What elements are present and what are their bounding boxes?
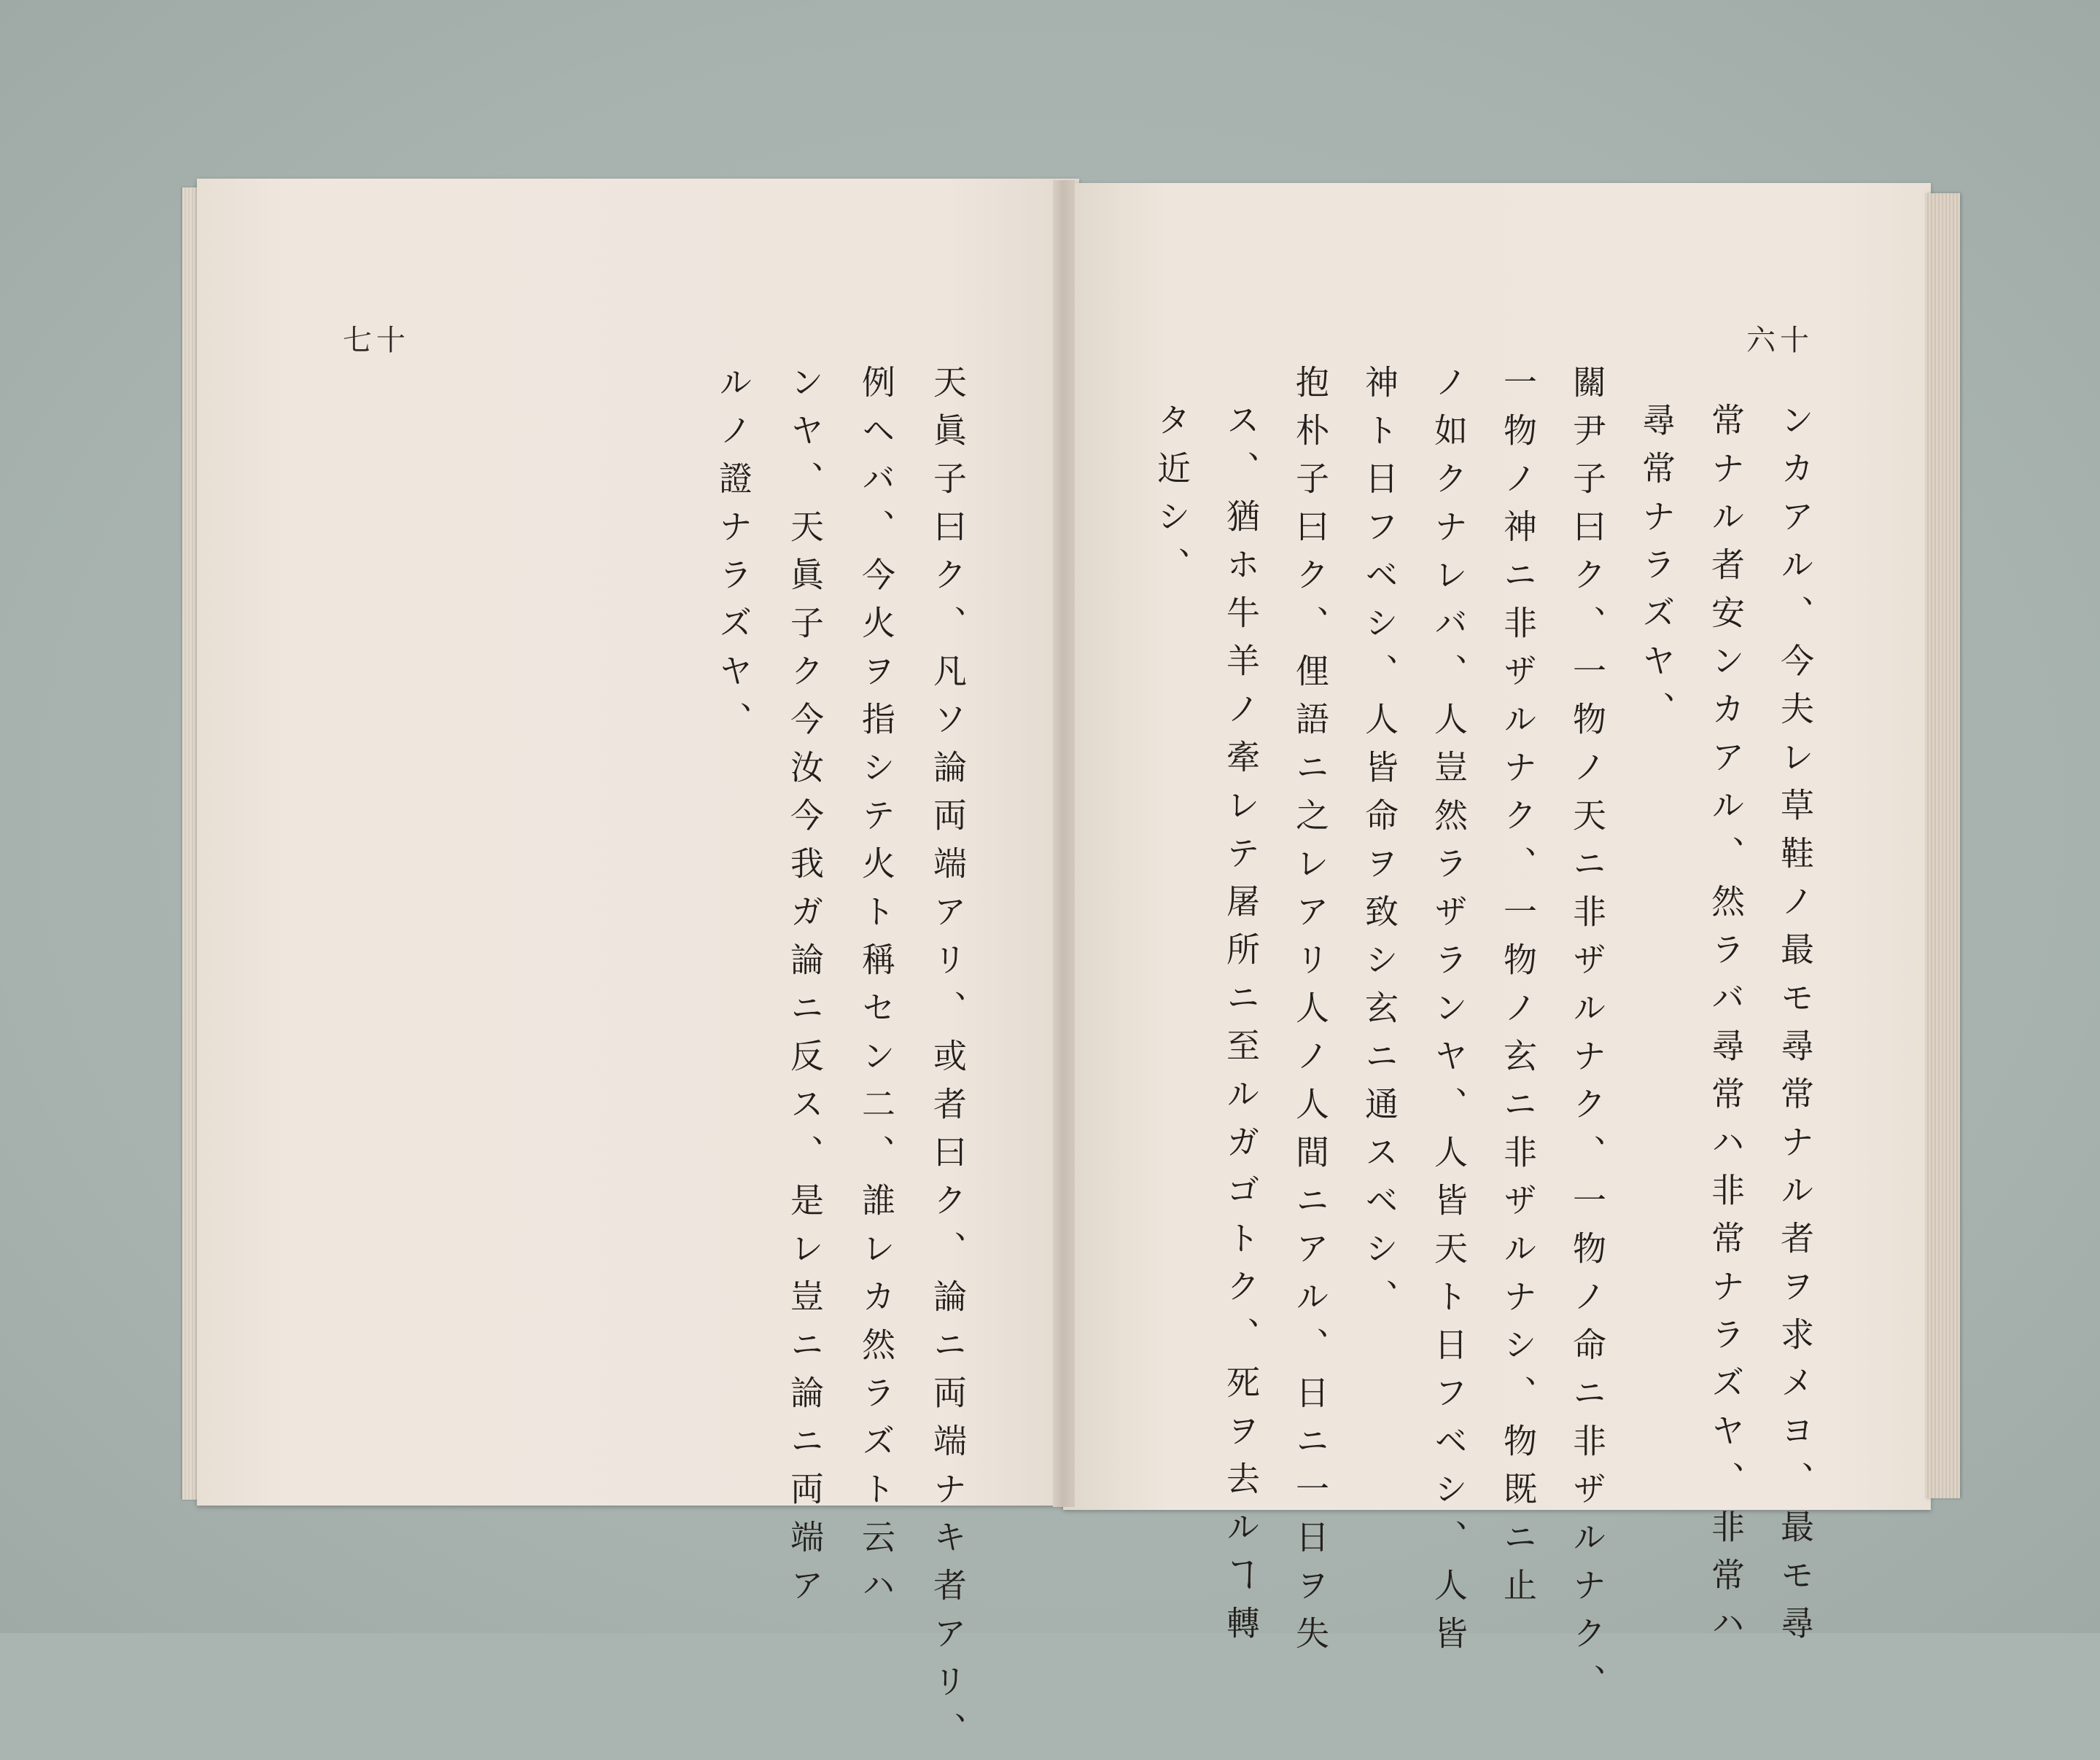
book-gutter	[1053, 180, 1075, 1507]
right-page-number: 六十	[1746, 324, 1813, 357]
right-text-line-7: 神ト日フベシ、人皆命ヲ致シ玄ニ通スベシ、	[1360, 365, 1399, 1327]
right-text-line-8: 抱朴子曰ク、俚語ニ之レアリ人ノ人間ニアル、日ニ一日ヲ失	[1291, 365, 1330, 1664]
open-book	[182, 179, 1969, 1513]
left-text-line-2: 例ヘバ、今火ヲ指シテ火ト稱セン二、誰レカ然ラズト云ハ	[857, 365, 896, 1616]
right-text-line-9: ス、猶ホ牛羊ノ牽レテ屠所ニ至ルガゴトク、死ヲ去ルヿ轉	[1221, 402, 1261, 1654]
right-text-line-1: ンカアル、今夫レ草鞋ノ最モ尋常ナル者ヲ求メヨ、最モ尋	[1776, 402, 1815, 1654]
left-page-number: 七十	[343, 324, 410, 357]
right-page-stack-edge	[1925, 193, 1960, 1498]
right-text-line-5: 一物ノ神ニ非ザルナク、一物ノ玄ニ非ザルナシ、物既ニ止	[1498, 365, 1538, 1616]
right-text-line-6: ノ如クナレバ、人豈然ラザランヤ、人皆天ト日フベシ、人皆	[1429, 365, 1469, 1664]
right-text-line-10: タ近シ、	[1152, 402, 1191, 595]
right-text-line-3: 尋常ナラズヤ、	[1637, 402, 1676, 739]
left-text-line-4: ルノ證ナラズヤ、	[714, 365, 753, 749]
left-text-line-1: 天眞子曰ク、凡ソ論両端アリ、或者曰ク、論ニ両端ナキ者アリ、	[928, 365, 968, 1760]
right-text-line-2: 常ナル者安ンカアル、然ラバ尋常ハ非常ナラズヤ、非常ハ	[1706, 402, 1746, 1654]
right-text-line-4: 關尹子曰ク、一物ノ天ニ非ザルナク、一物ノ命ニ非ザルナク、	[1568, 365, 1607, 1712]
left-text-line-3: ンヤ、天眞子ク今汝今我ガ論ニ反ス、是レ豈ニ論ニ両端ア	[785, 365, 825, 1616]
